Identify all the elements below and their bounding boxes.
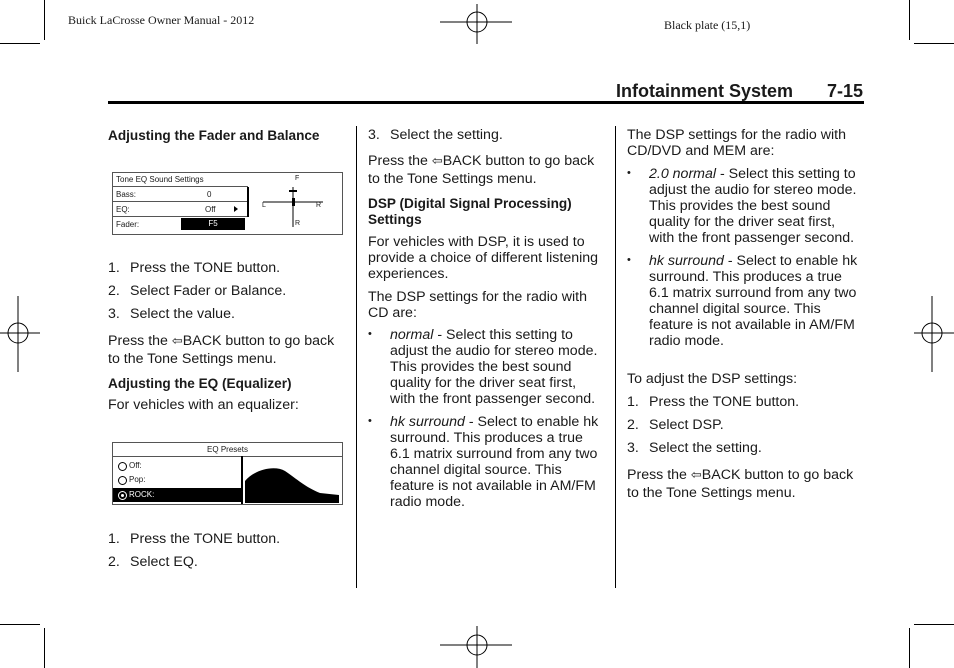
dsp-intro: For vehicles with DSP, it is used to provide a choice of different listening experiences. <box>368 234 599 282</box>
eq-value: Off <box>205 205 216 214</box>
eq-option-off: Off: <box>129 461 142 470</box>
fader-back-instruction: Press the ⇦BACK button to go back to the Tone Settings menu. <box>108 333 335 367</box>
crop-mark <box>0 43 40 44</box>
dsp-heading: DSP (Digital Signal Processing) Settings <box>368 196 572 227</box>
crop-mark <box>909 628 910 668</box>
crop-mark <box>44 0 45 40</box>
crop-mark <box>0 624 40 625</box>
radio-icon <box>118 476 127 485</box>
list-item: • hk surround - Select to enable hk surround. This produces a true 6.1 matrix surround from any two channel digital source. This feature is not available in AM/FM radio mode. <box>627 253 858 349</box>
plate-label: Black plate (15,1) <box>664 18 751 32</box>
radio-selected-icon <box>118 491 127 500</box>
fader-steps <box>108 260 343 322</box>
col2-step3 <box>368 127 603 143</box>
eq-curve-graph <box>245 459 339 503</box>
eq-arrow-icon <box>234 206 238 212</box>
eq-label: EQ: <box>116 205 130 214</box>
list-item: • hk surround - Select to enable hk surround. This produces a true 6.1 matrix surround from any two channel digital source. This feature is not available in AM/FM radio mode. <box>368 414 599 510</box>
back-arrow-icon: ⇦ <box>690 467 702 482</box>
page-number: 7-15 <box>827 81 864 101</box>
eq-screen-title: EQ Presets <box>207 445 248 454</box>
bass-label: Bass: <box>116 190 137 199</box>
list-item: 3. Select the value. <box>108 306 235 322</box>
crop-mark <box>44 628 45 668</box>
list-item: 1. Press the TONE button. <box>108 260 281 276</box>
column-divider <box>615 126 616 588</box>
radio-icon <box>118 462 127 471</box>
list-item: • 2.0 normal - Select this setting to adjust the audio for stereo mode. This provides the best sound quality for the driver seat first, with the front passenger second. <box>627 166 857 246</box>
back-arrow-icon: ⇦ <box>431 153 443 168</box>
tone-settings-screen <box>112 172 343 235</box>
eq-option-pop: Pop: <box>129 475 146 484</box>
eq-option-rock: ROCK: <box>129 490 155 499</box>
dsp-radio-cd-intro: The DSP settings for the radio with CD are: <box>368 289 587 321</box>
manual-title: Buick LaCrosse Owner Manual - 2012 <box>68 13 255 27</box>
rear-label: R <box>295 220 301 227</box>
bass-value: 0 <box>207 190 212 199</box>
front-label: F <box>295 175 300 182</box>
eq-heading: Adjusting the EQ (Equalizer) <box>108 376 292 391</box>
col3-steps <box>627 394 859 456</box>
list-item: 3. Select the setting. <box>627 440 762 456</box>
registration-mark-right <box>912 296 954 372</box>
col3-bullets <box>627 166 859 349</box>
col2-back-instruction: Press the ⇦BACK button to go back to the Tone Settings menu. <box>368 153 595 187</box>
col3-adjust-intro: To adjust the DSP settings: <box>627 371 798 387</box>
eq-presets-screen <box>112 442 343 505</box>
col3-intro: The DSP settings for the radio with CD/DVD and MEM are: <box>627 127 846 159</box>
list-item: 2. Select DSP. <box>627 417 724 433</box>
eq-intro: For vehicles with an equalizer: <box>108 397 299 413</box>
tone-screen-title: Tone EQ Sound Settings <box>116 175 204 184</box>
list-item: 2. Select Fader or Balance. <box>108 283 287 299</box>
fader-heading: Adjusting the Fader and Balance <box>108 128 320 143</box>
section-title: Infotainment System <box>616 81 794 101</box>
list-item: 3. Select the setting. <box>368 127 503 143</box>
back-arrow-icon: ⇦ <box>171 333 183 348</box>
list-item: 1. Press the TONE button. <box>108 531 281 547</box>
list-item: 2. Select EQ. <box>108 554 198 570</box>
col2-bullets <box>368 327 600 510</box>
col3-back-instruction: Press the ⇦BACK button to go back to the Tone Settings menu. <box>627 467 854 501</box>
crop-mark <box>914 624 954 625</box>
eq-steps <box>108 531 343 570</box>
list-item: 1. Press the TONE button. <box>627 394 800 410</box>
header-rule <box>108 101 864 104</box>
crop-mark <box>914 43 954 44</box>
crop-mark <box>909 0 910 40</box>
left-label: L <box>262 202 266 209</box>
registration-mark-top <box>440 4 516 44</box>
fader-label: Fader: <box>116 220 140 229</box>
registration-mark-bottom <box>440 626 516 668</box>
column-divider <box>356 126 357 588</box>
list-item: • normal - Select this setting to adjust the audio for stereo mode. This provides the best sound quality for the driver seat first, with the front passenger second. <box>368 327 598 407</box>
fader-value: F5 <box>181 218 245 230</box>
right-label: R <box>316 202 322 209</box>
registration-mark-left <box>0 296 42 372</box>
